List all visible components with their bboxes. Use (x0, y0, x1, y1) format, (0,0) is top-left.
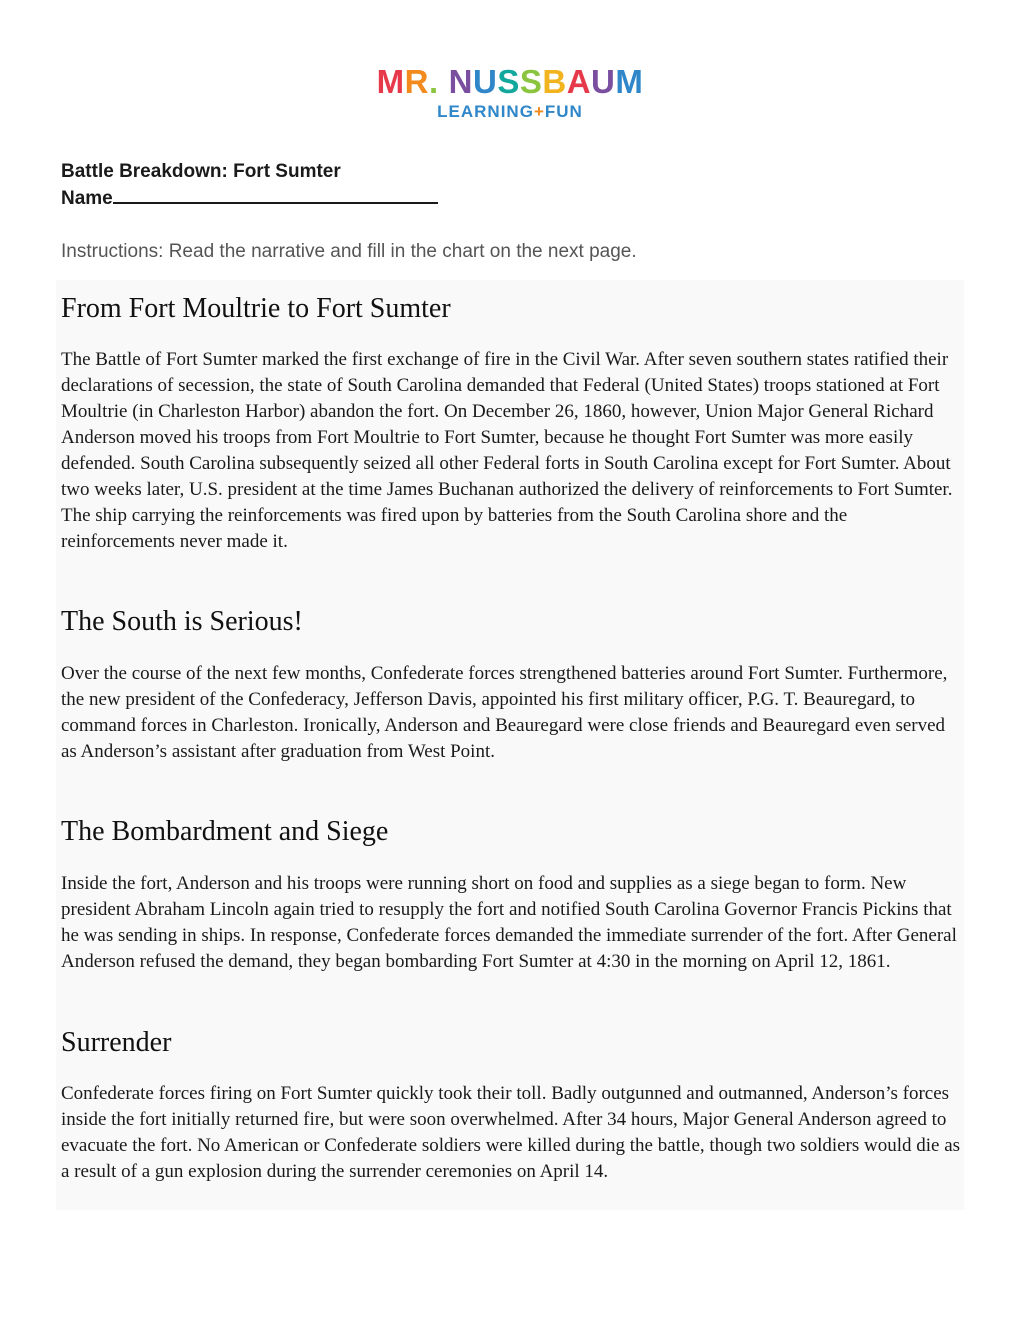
logo-tagline (356, 102, 664, 122)
logo-title (356, 64, 664, 100)
name-row (61, 184, 438, 211)
logo-letter: A (566, 63, 592, 100)
section-heading: Surrender (61, 1027, 172, 1058)
name-label: Name (61, 188, 113, 209)
logo-letter: M (615, 63, 644, 100)
section-body: Over the course of the next few months, Confederate forces strengthened batteries around Fort Sumter. Furthermore, the new president of the Confederacy, Jefferson Davis, appointed his first military officer, P.G. T. Beauregard, to command forces in Charleston. Ironically, Anderson and Beauregard were close friends and Beauregard even served as Anderson’s assistant after graduation from West Point. (61, 663, 948, 762)
logo-letter: U (591, 63, 616, 100)
worksheet-title: Battle Breakdown: Fort Sumter (61, 161, 341, 182)
logo-letter: . (428, 63, 439, 100)
logo-letter: M (376, 63, 405, 100)
section-heading: The Bombardment and Siege (61, 816, 389, 847)
logo-letter: U (472, 63, 498, 100)
logo (356, 64, 664, 122)
section-body: Confederate forces firing on Fort Sumter quickly took their toll. Badly outgunned and outmanned, Anderson’s forces inside the fort initially returned fire, but were soon overwhelmed. After 34 hours, Major General Anderson agreed to evacuate the fort. No American or Confederate soldiers were killed during the battle, though two soldiers would die as a result of a gun explosion during the surrender ceremonies on April 14. (61, 1083, 961, 1182)
logo-letter: R (404, 63, 429, 100)
plus-icon: + (533, 102, 545, 121)
section-heading: From Fort Moultrie to Fort Sumter (61, 293, 451, 324)
logo-tag-left: LEARNING (437, 102, 534, 121)
section-body: The Battle of Fort Sumter marked the first exchange of fire in the Civil War. After seven southern states ratified their declarations of secession, the state of South Carolina demanded that Federal (United States) troops stationed at Fort Moultrie (in Charleston Harbor) abandon the fort. On December 26, 1860, however, Union Major General Richard Anderson moved his troops from Fort Moultrie to Fort Sumter, because he thought Fort Sumter was more easily defended. South Carolina subsequently seized all other Federal forts in South Carolina except for Fort Sumter. About two weeks later, U.S. president at the time James Buchanan authorized the delivery of reinforcements to Fort Sumter. The ship carrying the reinforcements was fired upon by batteries from the South Carolina shore and the reinforcements never made it. (61, 349, 953, 552)
worksheet-header (61, 160, 438, 211)
narrative (56, 280, 964, 1210)
logo-letter: S (519, 63, 543, 100)
logo-letter: N (448, 63, 473, 100)
logo-letter: S (497, 63, 520, 100)
section-heading: The South is Serious! (61, 606, 303, 637)
logo-tag-right: FUN (544, 102, 583, 121)
name-blank-line[interactable] (113, 184, 438, 204)
logo-letter: B (542, 63, 567, 100)
section-body: Inside the fort, Anderson and his troops were running short on food and supplies as a siege began to form. New president Abraham Lincoln again tried to resupply the fort and notified South Carolina Governor Francis Pickins that he was sending in ships. In response, Confederate forces demanded the immediate surrender of the fort. After General Anderson refused the demand, they began bombarding Fort Sumter at 4:30 in the morning on April 12, 1861. (61, 873, 957, 972)
instructions: Instructions: Read the narrative and fill in the chart on the next page. (61, 241, 637, 262)
